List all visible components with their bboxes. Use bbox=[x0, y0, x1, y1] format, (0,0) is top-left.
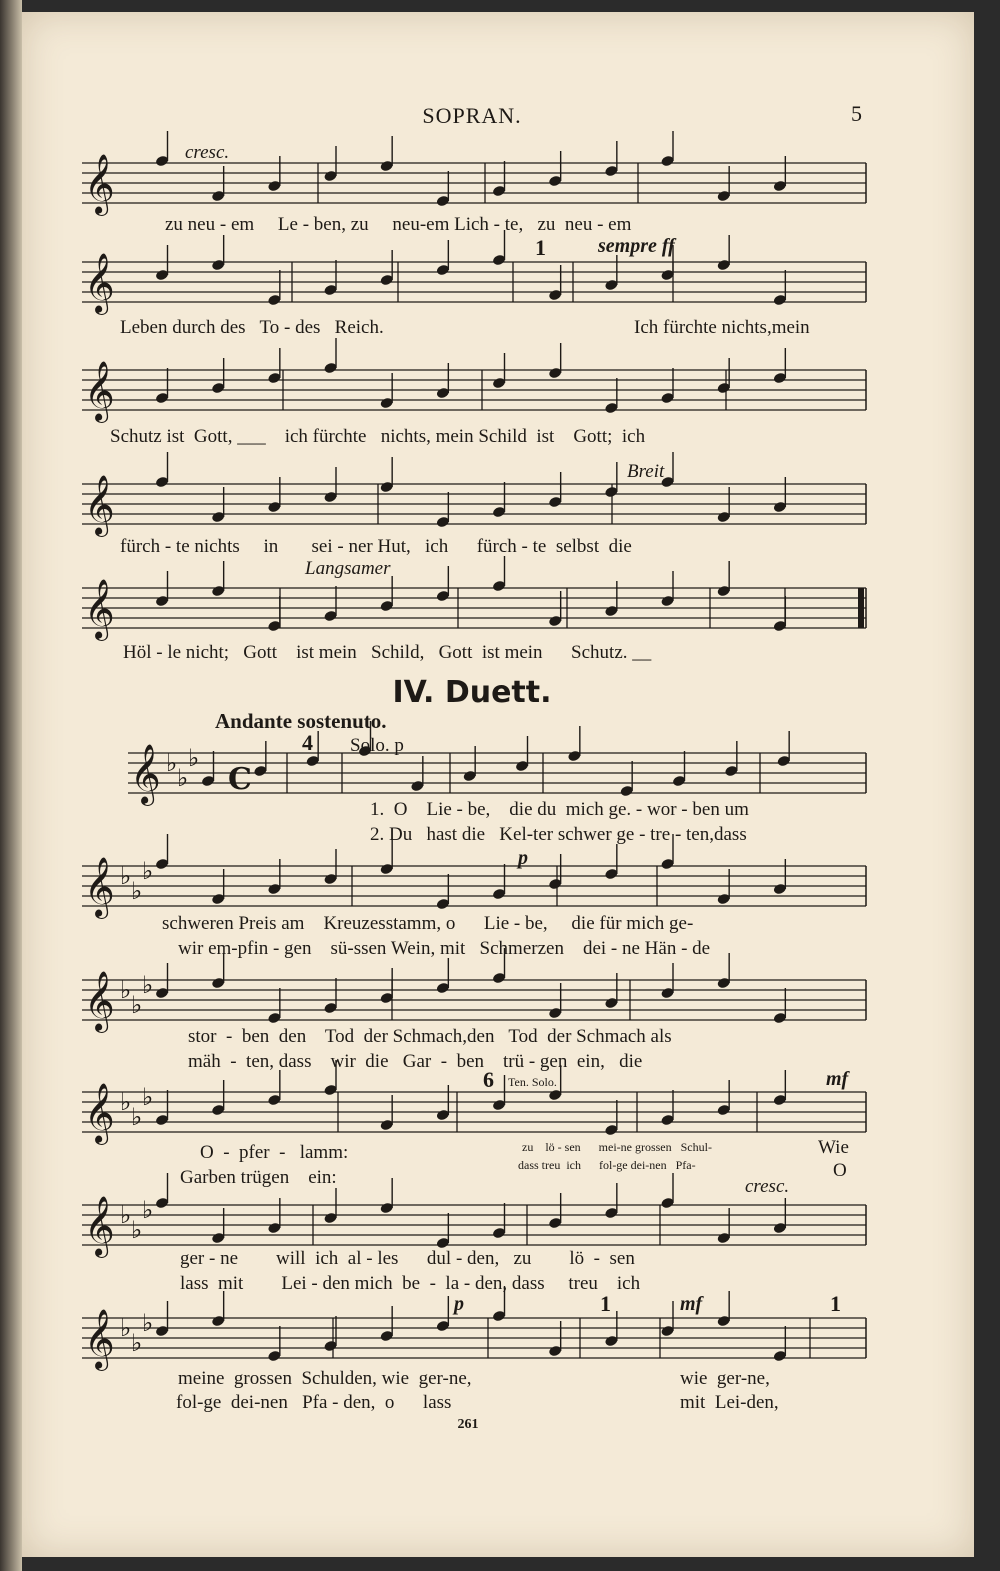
lyric-line: zu neu - em Le - ben, zu neu-em Lich - te, zu neu - em bbox=[165, 214, 632, 235]
breit-marking: Breit bbox=[627, 461, 665, 482]
treble-clef-icon: 𝄞 bbox=[84, 475, 115, 535]
langsamer-marking: Langsamer bbox=[305, 558, 391, 579]
rest-count: 1 bbox=[600, 1291, 611, 1316]
lyric-line-verse2: mit Lei-den, bbox=[680, 1392, 779, 1413]
flat-sign-icon: ♭ bbox=[120, 1314, 132, 1342]
mf-marking: mf bbox=[680, 1293, 703, 1315]
lyric-line-verse2: Garben trügen ein: bbox=[180, 1167, 337, 1188]
lyric-line-verse2: lass mit Lei - den mich be - la - den, dass treu ich bbox=[180, 1273, 641, 1294]
flat-sign-icon: ♭ bbox=[120, 862, 132, 890]
cresc-marking: cresc. bbox=[745, 1176, 790, 1197]
p-marking: p bbox=[454, 1293, 464, 1315]
lyric-line-verse2: fol-ge dei-nen Pfa - den, o lass bbox=[176, 1392, 452, 1413]
flat-sign-icon: ♭ bbox=[188, 744, 200, 772]
tempo-marking: Andante sostenuto. bbox=[215, 709, 387, 733]
treble-clef-icon: 𝄞 bbox=[84, 1196, 115, 1256]
treble-clef-icon: 𝄞 bbox=[84, 154, 115, 214]
lyric-line-verse2: wir em-pfin - gen sü-ssen Wein, mit Schmerzen dei - ne Hän - de bbox=[178, 938, 711, 959]
tenor-cue-lyric: dass treu ich fol-ge dei-nen Pfa- bbox=[518, 1158, 696, 1172]
solo-p-marking: Solo. p bbox=[350, 735, 404, 756]
lyric-line-verse2: mäh - ten, dass wir die Gar - ben trü - gen ein, die bbox=[188, 1051, 643, 1072]
flat-sign-icon: ♭ bbox=[131, 1329, 143, 1357]
flat-sign-icon: ♭ bbox=[177, 764, 189, 792]
flat-sign-icon: ♭ bbox=[131, 877, 143, 905]
final-barline bbox=[858, 588, 864, 628]
lyric-word: O bbox=[833, 1160, 847, 1181]
flat-sign-icon: ♭ bbox=[142, 1196, 154, 1224]
lyric-line-verse1: meine grossen Schulden, wie ger-ne, bbox=[178, 1368, 472, 1389]
sempre-ff-marking: sempre ff bbox=[598, 235, 675, 257]
section-title: IV. Duett. bbox=[392, 675, 552, 710]
lyric-line: Schutz ist Gott, ___ ich fürchte nichts, mein Schild ist Gott; ich bbox=[110, 426, 646, 447]
treble-clef-icon: 𝄞 bbox=[84, 253, 115, 313]
flat-sign-icon: ♭ bbox=[142, 971, 154, 999]
lyric-line: Ich fürchte nichts,mein bbox=[634, 317, 810, 338]
rest-count: 4 bbox=[302, 730, 313, 755]
common-time-icon: C bbox=[228, 762, 252, 797]
ten-solo-marking: Ten. Solo. bbox=[508, 1075, 557, 1089]
flat-sign-icon: ♭ bbox=[120, 1088, 132, 1116]
mf-marking: mf bbox=[826, 1068, 849, 1090]
lyric-line-verse1: wie ger-ne, bbox=[680, 1368, 770, 1389]
treble-clef-icon: 𝄞 bbox=[84, 1309, 115, 1369]
treble-clef-icon: 𝄞 bbox=[84, 857, 115, 917]
page-header-title: SOPRAN. bbox=[422, 103, 522, 128]
flat-sign-icon: ♭ bbox=[142, 857, 154, 885]
plate-number: 261 bbox=[457, 1417, 479, 1432]
lyric-line-verse1: stor - ben den Tod der Schmach,den Tod der Schmach als bbox=[188, 1026, 672, 1047]
lyric-line: Leben durch des To - des Reich. bbox=[120, 317, 384, 338]
lyric-line-verse1: 1. O Lie - be, die du mich ge. - wor - ben um bbox=[370, 799, 749, 820]
lyric-line-verse2: 2. Du hast die Kel-ter schwer ge - tre - ten,dass bbox=[370, 824, 747, 845]
lyric-line: fürch - te nichts in sei - ner Hut, ich fürch - te selbst die bbox=[120, 536, 632, 557]
flat-sign-icon: ♭ bbox=[142, 1083, 154, 1111]
flat-sign-icon: ♭ bbox=[120, 976, 132, 1004]
treble-clef-icon: 𝄞 bbox=[84, 579, 115, 639]
tenor-cue-lyric: zu lö - sen mei-ne grossen Schul- bbox=[522, 1140, 712, 1154]
flat-sign-icon: ♭ bbox=[120, 1201, 132, 1229]
flat-sign-icon: ♭ bbox=[131, 1103, 143, 1131]
flat-sign-icon: ♭ bbox=[131, 1216, 143, 1244]
flat-sign-icon: ♭ bbox=[131, 991, 143, 1019]
treble-clef-icon: 𝄞 bbox=[84, 361, 115, 421]
flat-sign-icon: ♭ bbox=[142, 1309, 154, 1337]
page-number: 5 bbox=[851, 101, 863, 126]
lyric-word: Wie bbox=[818, 1137, 849, 1158]
lyric-line-verse1: O - pfer - lamm: bbox=[200, 1142, 349, 1163]
rest-count: 1 bbox=[830, 1291, 841, 1316]
treble-clef-icon: 𝄞 bbox=[84, 971, 115, 1031]
rest-count: 6 bbox=[483, 1067, 494, 1092]
p-marking: p bbox=[518, 847, 528, 869]
lyric-line-verse1: ger - ne will ich al - les dul - den, zu lö - sen bbox=[180, 1248, 635, 1269]
lyric-line: Höl - le nicht; Gott ist mein Schild, Gott ist mein Schutz. __ bbox=[123, 642, 652, 663]
flat-sign-icon: ♭ bbox=[166, 749, 178, 777]
treble-clef-icon: 𝄞 bbox=[130, 744, 161, 804]
rest-count: 1 bbox=[535, 235, 546, 260]
treble-clef-icon: 𝄞 bbox=[84, 1083, 115, 1143]
lyric-line-verse1: schweren Preis am Kreuzesstamm, o Lie - be, die für mich ge- bbox=[162, 913, 694, 934]
cresc-marking: cresc. bbox=[185, 142, 230, 163]
